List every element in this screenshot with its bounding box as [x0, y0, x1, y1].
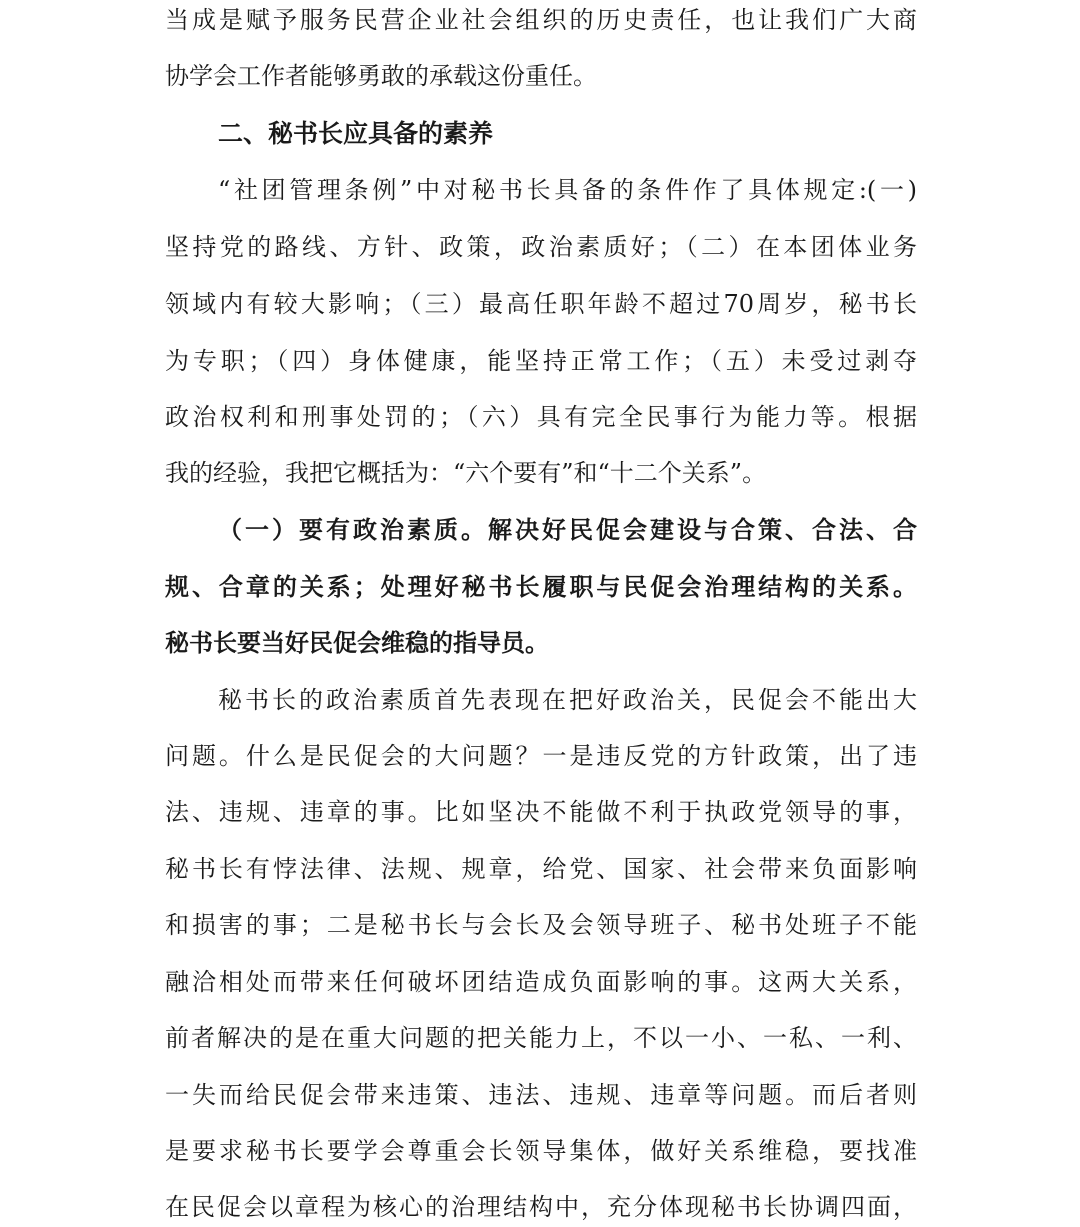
paragraph-line: “社团管理条例”中对秘书长具备的条件作了具体规定:(一) — [218, 176, 917, 204]
paragraph-line: 秘书长的政治素质首先表现在把好政治关，民促会不能出大 — [218, 686, 917, 714]
paragraph-line: 当成是赋予服务民营企业社会组织的历史责任，也让我们广大商 — [165, 6, 917, 34]
paragraph-line: 融洽相处而带来任何破坏团结造成负面影响的事。这两大关系， — [165, 968, 917, 996]
paragraph-line: 问题。什么是民促会的大问题？一是违反党的方针政策，出了违 — [165, 742, 917, 770]
paragraph-line: 秘书长有悖法律、法规、规章，给党、国家、社会带来负面影响 — [165, 855, 917, 883]
paragraph-line: 是要求秘书长要学会尊重会长领导集体，做好关系维稳，要找准 — [165, 1137, 917, 1165]
paragraph-line: 前者解决的是在重大问题的把关能力上，不以一小、一私、一利、 — [165, 1024, 917, 1052]
paragraph-line: 政治权利和刑事处罚的；（六）具有完全民事行为能力等。根据 — [165, 403, 917, 431]
paragraph-line: 一失而给民促会带来违策、违法、违规、违章等问题。而后者则 — [165, 1081, 917, 1109]
section-heading: 二、秘书长应具备的素养 — [218, 119, 494, 148]
paragraph-line: 和损害的事；二是秘书长与会长及会领导班子、秘书处班子不能 — [165, 911, 917, 939]
subsection-heading-line: （一）要有政治素质。解决好民促会建设与合策、合法、合 — [218, 516, 917, 544]
subsection-heading-line: 规、合章的关系；处理好秘书长履职与民促会治理结构的关系。 — [165, 573, 917, 601]
paragraph-line: 坚持党的路线、方针、政策，政治素质好；（二）在本团体业务 — [165, 233, 917, 261]
paragraph-line: 领域内有较大影响；（三）最高任职年龄不超过70周岁，秘书长 — [165, 290, 917, 318]
paragraph-line: 为专职；（四）身体健康，能坚持正常工作；（五）未受过剥夺 — [165, 347, 917, 375]
paragraph-line: 法、违规、违章的事。比如坚决不能做不利于执政党领导的事， — [165, 798, 917, 826]
subsection-heading-line: 秘书长要当好民促会维稳的指导员。 — [165, 629, 549, 657]
paragraph-line: 我的经验，我把它概括为：“六个要有”和“十二个关系”。 — [165, 459, 767, 487]
paragraph-line: 协学会工作者能够勇敢的承载这份重任。 — [165, 62, 597, 90]
paragraph-line: 在民促会以章程为核心的治理结构中，充分体现秘书长协调四面， — [165, 1193, 917, 1221]
